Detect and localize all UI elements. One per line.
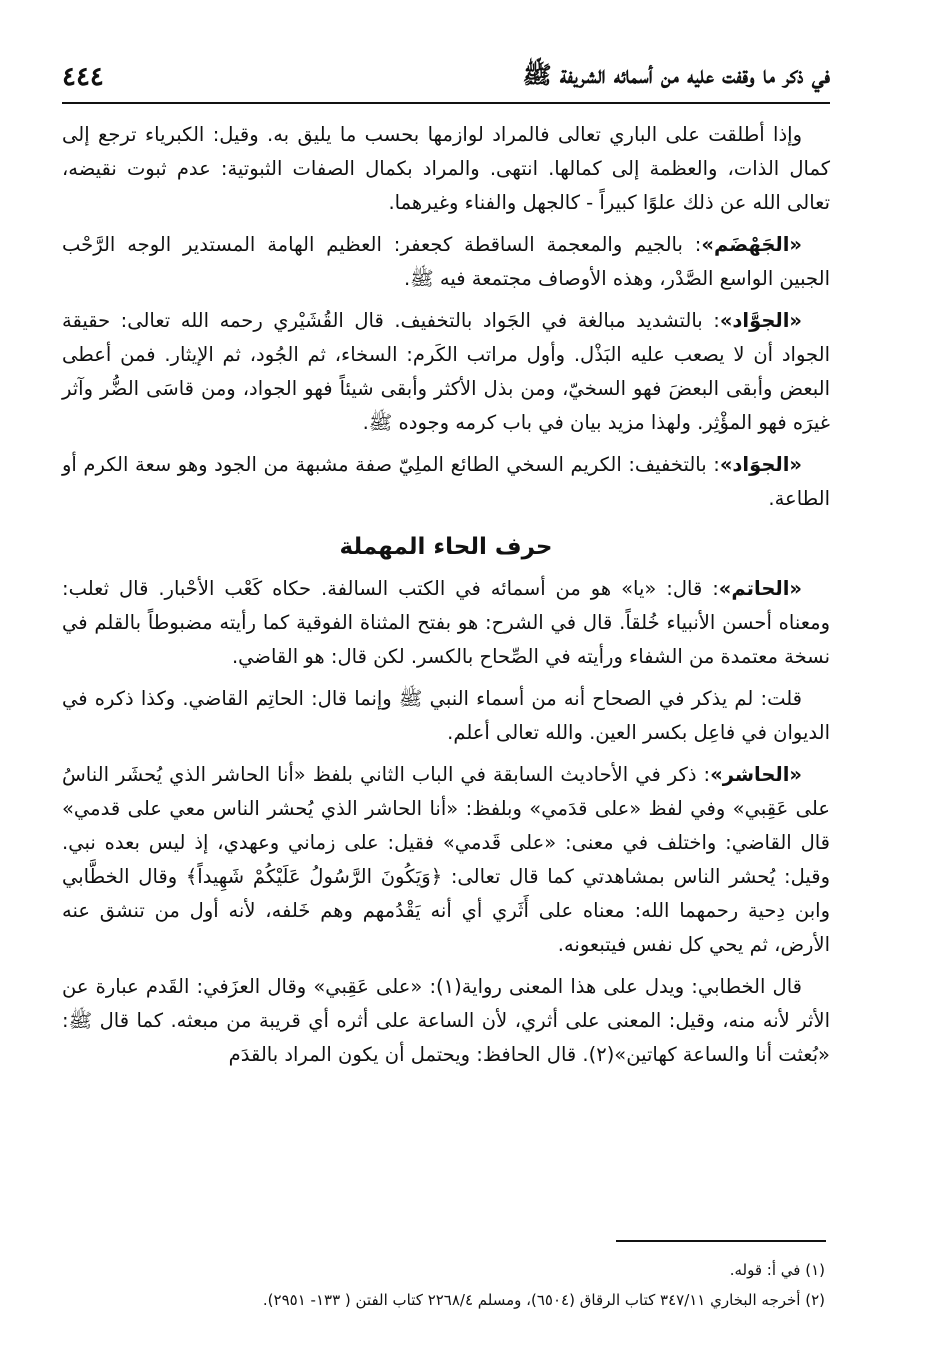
page-number: ٤٤٤ (62, 62, 104, 92)
paragraph-text: : ذكر في الأحاديث السابقة في الباب الثاني بلفظ «أنا الحاشر الذي يُحشَر الناسُ على عَقِبي» وفي لفظ «على قدَمي» وبلفظ: «أنا الحاشر الذي يُحشر الناس معي على قدمي» قال القاضي: واختلف في معنى: «على قَدمي» فقيل: على زماني وعهدي، إذ ليس بعده نبي. وقيل: يُحشر الناس بمشاهدتي كما قال تعالى: ﴿وَيَكُونَ الرَّسُولُ عَلَيْكُمْ شَهِيداً﴾ وقال الخطَّابي وابن دِحية رحمهما الله: معناه على أَثَري أي أنه يَقْدُمهم وهم خَلفه، لأنه أول من تنشق عنه الأرض، ثم يحي كل نفس فيتبعونه. (62, 763, 830, 956)
entry-term: «الحاشر» (710, 763, 802, 786)
footnotes (80, 1255, 825, 1315)
paragraph (62, 572, 830, 674)
entry-term: «الجَهْضَم» (701, 233, 802, 256)
paragraph-text: : بالتخفيف: الكريم السخي الطائع الملِيّ صفة مشبهة من الجود وهو سعة الكرم أو الطاعة. (62, 453, 830, 510)
paragraph (62, 118, 830, 220)
paragraph-text: : قال: «يا» هو من أسمائه في الكتب السالفة. حكاه كَعْب الأحْبار. قال ثعلب: ومعناه أحسن الأنبياء خُلقاً. قال في الشرح: هو بفتح المثناة الفوقية كما رأيته مضبوطاً بالقلم في نسخة معتمدة من الشفاء ورأيته في الصِّحاح بالكسر. لكن قال: هو القاضي. (62, 577, 830, 668)
running-title: في ذكر ما وقفت عليه من أسمائه الشريفة ﷺ (522, 59, 830, 89)
paragraph (62, 758, 830, 962)
section-heading: حرف الحاء المهملة (339, 534, 553, 560)
entry-term: «الجوَاد» (719, 453, 802, 476)
paragraph (62, 970, 830, 1072)
paragraph-text: قلت: لم يذكر في الصحاح أنه من أسماء النبي ﷺ وإنما قال: الحاتِم القاضي. وكذا ذكره في الديوان في فاعِل بكسر العين. والله تعالى أعلم. (62, 687, 830, 744)
paragraph (62, 228, 830, 296)
entry-term: «الجوَّاد» (719, 309, 802, 332)
paragraph-text: : بالجيم والمعجمة الساقطة كجعفر: العظيم الهامة المستدير الوجه الرَّحْب الجبين الواسع الصَّدْر، وهذه الأوصاف مجتمعة فيه ﷺ. (62, 233, 830, 290)
paragraph-text: : بالتشديد مبالغة في الجَواد بالتخفيف. قال القُشَيْري رحمه الله تعالى: حقيقة الجواد أن لا يصعب عليه البَذْل. وأول مراتب الكَرم: السخاء، ثم الجُود، ثم الإيثار. فمن أعطى البعض وأبقى البعضَ فهو السخيّ، ومن بذل الأكثر وأبقى شيئاً فهو الجواد، ومن قاسَى الضُّر وآثر غيرَه فهو المؤْثِر. ولهذا مزيد بيان في باب كرمه وجوده ﷺ. (62, 309, 830, 434)
paragraph-text: قال الخطابي: ويدل على هذا المعنى رواية(١): «على عَقِبي» وقال العزَفي: القَدم عبارة عن الأثر لأنه منه، وقيل: المعنى على أثري، لأن الساعة على أثره أي قريبة من مبعثه. كما قال ﷺ: «بُعثت أنا والساعة كهاتين»(٢). قال الحافظ: ويحتمل أن يكون المراد بالقدَم (62, 975, 830, 1066)
footnote: (٢) أخرجه البخاري ٣٤٧/١١ كتاب الرقاق (٦٥٠٤)، ومسلم ٢٢٦٨/٤ كتاب الفتن ( ١٣٣- ٢٩٥١). (262, 1291, 825, 1309)
footnote: (١) في أ: قوله. (729, 1261, 825, 1279)
footnote-divider (616, 1240, 826, 1242)
paragraph-text: وإذا أطلقت على الباري تعالى فالمراد لوازمها بحسب ما يليق به. وقيل: الكبرياء ترجع إلى كمال الذات، والعظمة إلى كمالها. انتهى. والمراد بكمال الصفات الثبوتية: عدم ثبوت نقيضه، تعالى الله عن ذلك علوًا كبيراً - كالجهل والفناء وغيرهما. (62, 123, 830, 214)
paragraph (62, 448, 830, 516)
paragraph (62, 682, 830, 750)
entry-term: «الحاتم» (718, 577, 802, 600)
page-header (62, 52, 830, 104)
paragraph (62, 304, 830, 440)
page-body (62, 118, 830, 1080)
